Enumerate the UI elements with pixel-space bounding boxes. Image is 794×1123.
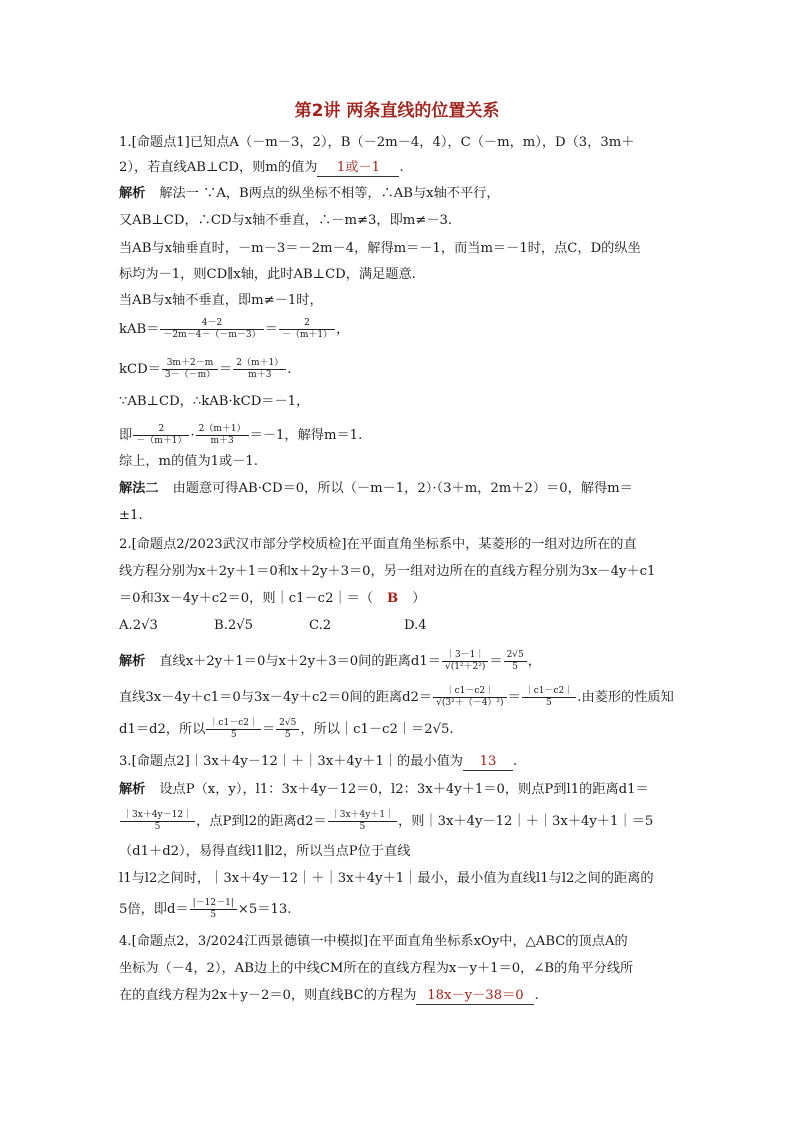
q3-s5-end: ×5＝13. bbox=[237, 902, 292, 917]
q2-options bbox=[119, 617, 499, 635]
q2-stem-line3 bbox=[119, 590, 425, 608]
q4-stem-line3 bbox=[119, 987, 539, 1005]
kab-label: kAB＝ bbox=[119, 322, 160, 337]
s7-fraction-2: $\frac{2(m+1)}{m+3}$ bbox=[196, 424, 249, 447]
q1-solution-line4: 标均为－1，则CD∥x轴，此时AB⊥CD，满足题意. bbox=[119, 267, 416, 282]
q2-stem-end: ） bbox=[412, 591, 426, 606]
q2-solution-line3 bbox=[119, 718, 454, 741]
q2-s2-end: .由菱形的性质知 bbox=[577, 690, 674, 705]
q2-solution-line2 bbox=[119, 686, 674, 709]
kab-end: ， bbox=[336, 322, 350, 337]
q1-solution-line3: 当AB与x轴垂直时，－m－3＝－2m－4，解得m＝－1，而当m＝－1时，点C，D的纵坐 bbox=[119, 241, 641, 256]
kcd-end: . bbox=[287, 362, 292, 377]
method2-label: 解法二 bbox=[119, 481, 159, 496]
q2-s3-text: d1＝d2，所以 bbox=[119, 722, 206, 737]
q4-stem-line1: 4.[命题点2，3/2024江西景德镇一中模拟]在平面直角坐标系xOy中，△ABC的顶点A的 bbox=[119, 934, 628, 949]
solution-label: 解析 bbox=[119, 782, 146, 797]
q1-stem-end: . bbox=[399, 160, 404, 175]
q1-stem-line2 bbox=[119, 159, 404, 177]
q4-answer: 18x－y－38＝0 bbox=[416, 988, 534, 1005]
q1-stem-line1: 1.[命题点1]已知点A（－m－3，2），B（－2m－4，4），C（－m，m），D（3，3m＋ bbox=[119, 135, 635, 150]
option-d: D.4 bbox=[404, 618, 427, 633]
q3-solution-line1 bbox=[119, 781, 649, 799]
q2-s1-text: 直线x＋2y＋1＝0与x＋2y＋3＝0间的距离d1＝ bbox=[159, 654, 441, 669]
q3-s5-text: 5倍，即d＝ bbox=[119, 902, 189, 917]
q2-s2-fraction-1: $\frac{|c1-c2|}{\text{√(3²＋（－4）²)}}$ bbox=[433, 686, 506, 709]
option-b: B.2√5 bbox=[214, 618, 254, 633]
kcd-label: kCD＝ bbox=[119, 362, 161, 377]
q2-s3-fraction-2: $\frac{2√5}{5}$ bbox=[276, 718, 299, 741]
q3-stem-end: . bbox=[512, 754, 518, 769]
q2-s2-text: 直线3x－4y＋c1＝0与3x－4y＋c2＝0间的距离d2＝ bbox=[119, 690, 433, 705]
q3-s2-fraction-1: $\frac{|3x+4y-12|}{5}$ bbox=[120, 810, 195, 833]
q2-stem-line2: 线方程分别为x＋2y＋1＝0和x＋2y＋3＝0，另一组对边所在的直线方程分别为3x－4y＋c1 bbox=[119, 564, 656, 579]
q3-s5-fraction: $\frac{|-12-1|}{5}$ bbox=[190, 898, 237, 921]
page-title: 第2讲 两条直线的位置关系 bbox=[294, 101, 500, 121]
s7-prefix: 即 bbox=[119, 428, 133, 443]
q1-solution-line7 bbox=[119, 424, 362, 447]
q1-solution-line5: 当AB与x轴不垂直，即m≠－1时， bbox=[119, 293, 323, 308]
kcd-fraction-1: $\frac{3m+2-m}{3-(-m)}$ bbox=[162, 358, 218, 381]
q1-solution-line9 bbox=[119, 480, 633, 498]
q2-s1-end: ， bbox=[527, 654, 541, 669]
equals: ＝ bbox=[261, 722, 276, 737]
q1-kab-line bbox=[119, 318, 349, 341]
q3-solution-line2 bbox=[119, 810, 653, 833]
kab-fraction-1: $\frac{4-2}{-2m-4-(-m-3)}$ bbox=[160, 318, 263, 341]
solution-label: 解析 bbox=[119, 186, 146, 201]
dot: · bbox=[190, 428, 195, 443]
q3-solution-line4: l1与l2之间时，｜3x＋4y－12｜＋｜3x＋4y＋1｜最小，最小值为直线l1与l2之间的距离的 bbox=[119, 871, 654, 886]
option-a: A.2√3 bbox=[119, 618, 158, 633]
equals: ＝ bbox=[489, 654, 503, 669]
q3-s1-text: 设点P（x，y），l1：3x＋4y－12＝0，l2：3x＋4y＋1＝0，则点P到l1的距离d1＝ bbox=[159, 782, 649, 797]
q2-stem-text: ＝0和3x－4y＋c2＝0，则｜c1－c2｜＝（ bbox=[119, 591, 374, 606]
q1-kcd-line bbox=[119, 358, 292, 381]
kab-fraction-2: $\frac{2}{-(m+1)}$ bbox=[279, 318, 335, 341]
kcd-fraction-2: $\frac{2(m+1)}{m+3}$ bbox=[233, 358, 286, 381]
q1-solution-line8: 综上，m的值为1或－1. bbox=[119, 454, 258, 469]
q2-s2-fraction-2: $\frac{|c1-c2|}{5}$ bbox=[522, 686, 577, 709]
q1-solution-line10: ±1. bbox=[119, 508, 143, 523]
q2-s1-fraction-1: $\frac{|3-1|}{\text{√(1²＋2²)}}$ bbox=[442, 650, 488, 673]
q2-s1-fraction-2: $\frac{2√5}{5}$ bbox=[504, 650, 527, 673]
q3-solution-line3: （d1＋d2），易得直线l1∥l2，所以当点P位于直线 bbox=[119, 844, 411, 859]
q1-solution-line1 bbox=[119, 185, 500, 203]
q2-answer: B bbox=[387, 591, 399, 606]
q1-solution-line6: ∵AB⊥CD，∴kAB·kCD＝－1， bbox=[119, 394, 310, 409]
q1-solution-line2: 又AB⊥CD，∴CD与x轴不垂直，∴－m≠3，即m≠－3. bbox=[119, 213, 453, 228]
q2-s3-end: ，所以｜c1－c2｜＝2√5. bbox=[300, 722, 454, 737]
q4-stem-text: 在的直线方程为2x＋y－2＝0，则直线BC的方程为 bbox=[119, 988, 417, 1003]
q3-solution-line5 bbox=[119, 898, 291, 921]
q3-s2-end: ，则｜3x＋4y－12｜＋｜3x＋4y＋1｜＝5 bbox=[398, 814, 654, 829]
option-c: C.2 bbox=[309, 618, 332, 633]
q3-s2-mid: ，点P到l2的距离d2＝ bbox=[196, 814, 327, 829]
q1-solution-text: 解法一 ∵A，B两点的纵坐标不相等，∴AB与x轴不平行， bbox=[159, 186, 500, 201]
q4-stem-end: . bbox=[534, 988, 539, 1003]
equals: ＝ bbox=[507, 690, 521, 705]
q2-s3-fraction-1: $\frac{|c1-c2|}{5}$ bbox=[206, 718, 261, 741]
equals: ＝ bbox=[219, 362, 233, 377]
equals: ＝ bbox=[264, 322, 278, 337]
q2-stem-line1: 2.[命题点2/2023武汉市部分学校质检]在平面直角坐标系中，某菱形的一组对边所在的直 bbox=[119, 537, 637, 552]
q3-s2-fraction-2: $\frac{|3x+4y+1|}{5}$ bbox=[328, 810, 397, 833]
solution-label: 解析 bbox=[119, 654, 146, 669]
q4-stem-line2: 坐标为（－4，2），AB边上的中线CM所在的直线方程为x－y＋1＝0，∠B的角平分线所 bbox=[119, 961, 634, 976]
q1-answer: 1或－1 bbox=[317, 160, 399, 177]
q3-stem-line1 bbox=[119, 753, 517, 771]
q1-stem-text: 2），若直线AB⊥CD，则m的值为 bbox=[119, 160, 318, 175]
q1-method2-text: 由题意可得AB·CD＝0，所以（－m－1，2）·（3＋m，2m＋2）＝0，解得m＝ bbox=[172, 481, 633, 496]
s7-fraction-1: $\frac{2}{-(m+1)}$ bbox=[133, 424, 189, 447]
s7-suffix: ＝－1，解得m＝1. bbox=[249, 428, 363, 443]
q3-stem-text: 3.[命题点2]｜3x＋4y－12｜＋｜3x＋4y＋1｜的最小值为 bbox=[119, 754, 463, 769]
q3-answer: 13 bbox=[463, 754, 513, 771]
q2-solution-line1 bbox=[119, 650, 541, 673]
